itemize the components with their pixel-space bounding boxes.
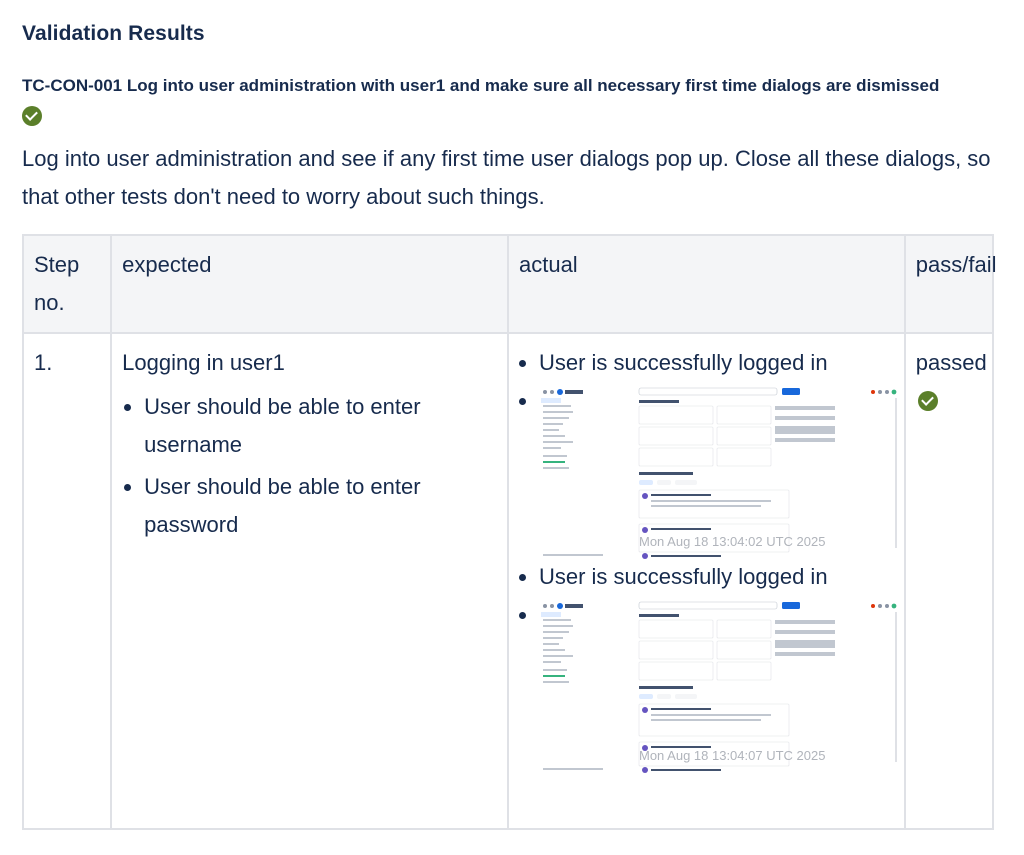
pass-fail-cell bbox=[905, 333, 993, 829]
screenshot-item bbox=[539, 382, 896, 558]
screenshot-timestamp: • Mon Aug 18 13:04:07 UTC 2025 bbox=[638, 748, 826, 763]
header-expected: expected bbox=[111, 235, 508, 333]
header-pass-fail: pass/fail bbox=[905, 235, 993, 333]
header-actual: actual bbox=[508, 235, 905, 333]
step-number: 1. bbox=[23, 333, 111, 829]
actual-text: • User is successfully logged in bbox=[539, 344, 896, 382]
test-case-title: TC-CON-001 Log into user administration with user1 and make sure all necessary first time dialogs are dismissed bbox=[22, 76, 940, 95]
actual-list bbox=[519, 344, 896, 772]
expected-cell bbox=[111, 333, 508, 829]
table-header-row bbox=[23, 235, 993, 333]
expected-item: • User should be able to enter password bbox=[144, 468, 499, 544]
check-circle-icon bbox=[22, 106, 42, 126]
actual-text: • User is successfully logged in bbox=[539, 558, 896, 596]
result-text: passed bbox=[915, 350, 987, 375]
table-row bbox=[23, 333, 993, 829]
screenshot-thumbnail[interactable] bbox=[539, 600, 899, 776]
screenshot-thumbnail[interactable] bbox=[539, 386, 899, 562]
screenshot-item bbox=[539, 596, 896, 772]
steps-table bbox=[22, 234, 997, 830]
screenshot-timestamp: • Mon Aug 18 13:04:02 UTC 2025 bbox=[638, 534, 826, 549]
actual-cell bbox=[508, 333, 905, 829]
expected-title: Logging in user1 bbox=[122, 350, 285, 375]
expected-list bbox=[122, 388, 499, 544]
check-circle-icon bbox=[918, 391, 938, 411]
test-case-description: Log into user administration and see if any first time user dialogs pop up. Close all these dialogs, so that other tests don't need to worry about such things. bbox=[22, 146, 991, 209]
section-title: Validation Results bbox=[22, 22, 205, 45]
expected-item: • User should be able to enter username bbox=[144, 388, 499, 464]
header-step-no: Step no. bbox=[23, 235, 111, 333]
